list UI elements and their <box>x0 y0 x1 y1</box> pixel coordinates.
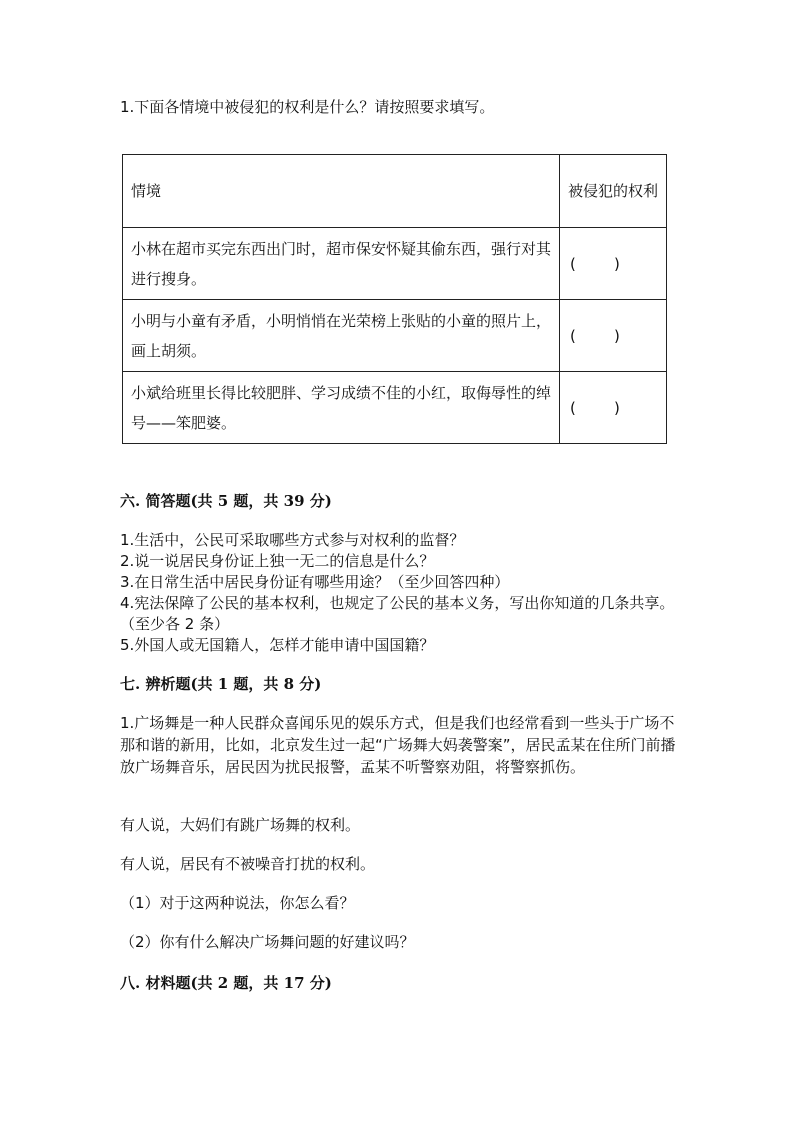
section-7-title: 七. 辨析题(共 1 题，共 8 分) <box>120 675 322 693</box>
header-right: 被侵犯的权利 <box>560 155 667 228</box>
situation-cell: 小林在超市买完东西出门时，超市保安怀疑其偷东西，强行对其进行搜身。 <box>123 228 560 300</box>
sub-question-1: （1）对于这两种说法，你怎么看？ <box>120 894 355 912</box>
answer-blank[interactable]: ( ) <box>560 372 667 444</box>
view-2: 有人说，居民有不被噪音打扰的权利。 <box>120 855 376 873</box>
question-item: 5.外国人或无国籍人，怎样才能申请中国国籍？ <box>120 636 435 654</box>
header-situation: 情境 <box>123 155 560 228</box>
table-row <box>123 372 667 444</box>
answer-blank[interactable]: ( ) <box>560 300 667 372</box>
answer-blank[interactable]: ( ) <box>560 228 667 300</box>
section-7-question: 1.广场舞是一种人民群众喜闻乐见的娱乐方式，但是我们也经常看到一些头于广场不那和谐的新用，比如，北京发生过一起“广场舞大妈袭警案”，居民孟某在住所门前播放广场舞音乐，居民因为扰民报警，孟某不听警察劝阻，将警察抓伤。 <box>120 714 676 776</box>
situation-cell: 小斌给班里长得比较肥胖、学习成绩不佳的小红，取侮辱性的绰号——笨肥婆。 <box>123 372 560 444</box>
table-row <box>123 228 667 300</box>
section-6-questions <box>120 530 680 656</box>
question-intro: 1.下面各情境中被侵犯的权利是什么？请按照要求填写。 <box>120 98 495 116</box>
question-item: 2.说一说居民身份证上独一无二的信息是什么？ <box>120 552 435 570</box>
sub-question-2: （2）你有什么解决广场舞问题的好建议吗？ <box>120 933 415 951</box>
question-item: 3.在日常生活中居民身份证有哪些用途？（至少回答四种） <box>120 573 510 591</box>
table-row <box>123 300 667 372</box>
table-header-row <box>123 155 667 228</box>
rights-table <box>122 154 667 444</box>
question-item: 1.生活中，公民可采取哪些方式参与对权利的监督？ <box>120 531 465 549</box>
section-6-title: 六. 简答题(共 5 题，共 39 分) <box>120 492 332 510</box>
situation-cell: 小明与小童有矛盾，小明悄悄在光荣榜上张贴的小童的照片上，画上胡须。 <box>123 300 560 372</box>
view-1: 有人说，大妈们有跳广场舞的权利。 <box>120 816 361 834</box>
question-item: 4.宪法保障了公民的基本权利，也规定了公民的基本义务，写出你知道的几条共享。（至少各 2 条） <box>120 594 675 633</box>
section-8-title: 八. 材料题(共 2 题，共 17 分) <box>120 974 332 992</box>
